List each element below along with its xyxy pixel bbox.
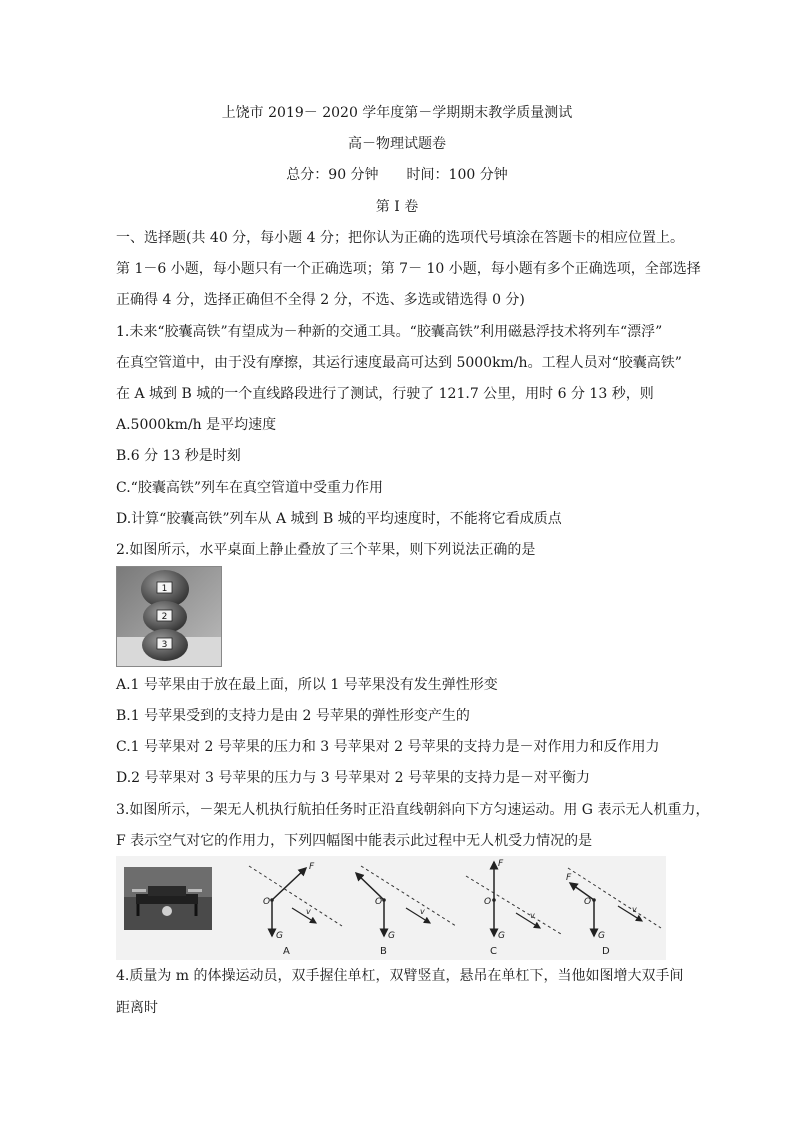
diagram-d-f-label: F: [566, 873, 572, 883]
diagram-a-origin-label: O: [263, 897, 271, 907]
stacked-apples-image: [117, 567, 221, 666]
q2-stem: 2.如图所示，水平桌面上静止叠放了三个苹果，则下列说法正确的是: [116, 542, 536, 558]
volume-label: 第 I 卷: [375, 199, 419, 215]
diagram-c-f-label: F: [498, 859, 504, 869]
instructions-line-2: 第 1－6 小题，每小题只有一个正确选项；第 7－ 10 小题，每小题有多个正确选项，全部选择: [116, 261, 701, 277]
score-time: 总分：90 分钟 时间：100 分钟: [286, 167, 508, 183]
exam-title: 上饶市 2019－ 2020 学年度第－学期期末教学质量测试: [221, 105, 573, 121]
diagram-d-v-label: v: [632, 905, 637, 914]
diagram-d-g-label: G: [598, 931, 605, 941]
drone-force-figure: [116, 856, 666, 960]
diagram-d: [566, 868, 661, 957]
diagram-c-g-label: G: [498, 931, 505, 941]
drone-photo: [124, 867, 212, 930]
instructions-line-1: 一、选择题(共 40 分，每小题 4 分；把你认为正确的选项代号填涂在答题卡的相应位置上。: [116, 230, 684, 246]
diagram-a-f-label: F: [309, 862, 315, 872]
q3-stem-line-2: F 表示空气对它的作用力，下列四幅图中能表示此过程中无人机受力情况的是: [116, 833, 593, 849]
diagram-a-g-label: G: [276, 931, 283, 941]
diagram-d-origin-label: O: [584, 897, 592, 907]
q1-option-d: D.计算“胶囊高铁”列车从 A 城到 B 城的平均速度时，不能将它看成质点: [116, 511, 562, 527]
diagram-a: [249, 862, 342, 957]
diagram-c-origin-label: O: [484, 897, 492, 907]
q1-option-a: A.5000km/h 是平均速度: [116, 417, 277, 433]
q1-stem-line-3: 在 A 城到 B 城的一个直线路段进行了测试，行驶了 121.7 公里，用时 6 分 13 秒，则: [116, 386, 654, 402]
stacked-apples-figure: [116, 566, 222, 667]
diagram-c-label: C: [490, 946, 497, 957]
apple-label-2: 2: [161, 612, 168, 622]
q1-stem-line-2: 在真空管道中，由于没有摩擦，其运行速度最高可达到 5000km/h。工程人员对“胶囊高铁”: [116, 355, 682, 371]
q3-stem-line-1: 3.如图所示，－架无人机执行航拍任务时正沿直线朝斜向下方匀速运动。用 G 表示无人机重力，: [116, 802, 710, 818]
diagram-b-label: B: [380, 946, 387, 957]
diagram-b-origin-label: O: [375, 897, 383, 907]
diagram-d-label: D: [602, 946, 610, 957]
diagram-b-g-label: G: [388, 931, 395, 941]
q1-stem-line-1: 1.未来“胶囊高铁”有望成为－种新的交通工具。“胶囊高铁”利用磁悬浮技术将列车“漂浮”: [116, 324, 663, 340]
diagram-c-v-label: v: [530, 911, 535, 920]
diagram-c: [466, 859, 561, 957]
q4-stem-line-1: 4.质量为 m 的体操运动员，双手握住单杠，双臂竖直，悬吊在单杠下，当他如图增大双手间: [116, 968, 684, 984]
apple-label-1: 1: [161, 584, 168, 594]
drone-force-diagrams: [116, 856, 666, 960]
diagram-a-label: A: [283, 946, 290, 957]
q2-option-a: A.1 号苹果由于放在最上面，所以 1 号苹果没有发生弹性形变: [116, 677, 498, 693]
diagram-b-v-label: v: [420, 907, 425, 916]
q4-stem-line-2: 距离时: [116, 1000, 158, 1016]
instructions-line-3: 正确得 4 分，选择正确但不全得 2 分，不选、多选或错选得 0 分): [116, 292, 525, 308]
q2-option-c: C.1 号苹果对 2 号苹果的压力和 3 号苹果对 2 号苹果的支持力是－对作用力和反作用力: [116, 739, 660, 755]
q1-option-b: B.6 分 13 秒是时刻: [116, 448, 241, 464]
diagram-a-v-label: v: [306, 907, 311, 916]
apple-label-3: 3: [161, 640, 168, 650]
diagram-b: [356, 866, 456, 957]
q2-option-b: B.1 号苹果受到的支持力是由 2 号苹果的弹性形变产生的: [116, 708, 470, 724]
q2-option-d: D.2 号苹果对 3 号苹果的压力与 3 号苹果对 2 号苹果的支持力是－对平衡力: [116, 770, 590, 786]
exam-subtitle: 高－物理试题卷: [348, 136, 446, 152]
q1-option-c: C.“胶囊高铁”列车在真空管道中受重力作用: [116, 480, 383, 496]
